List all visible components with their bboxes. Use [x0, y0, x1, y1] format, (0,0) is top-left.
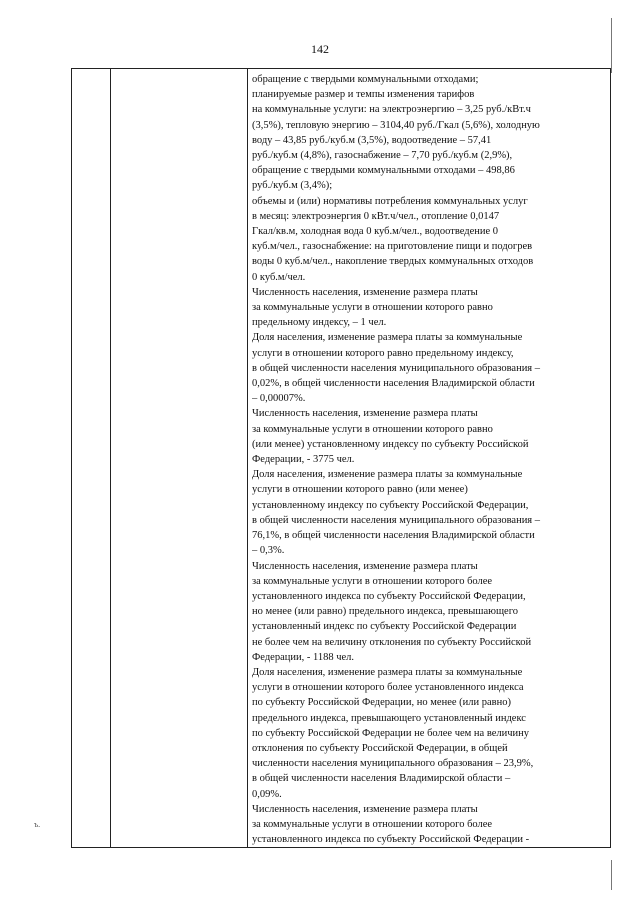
text-line: Доля населения, изменение размера платы за коммунальные — [252, 332, 523, 344]
text-line: Численность населения, изменение размера платы — [252, 286, 478, 298]
text-line: планируемые размер и темпы изменения тарифов — [252, 89, 475, 101]
text-line: установленного индекса по субъекту Российской Федерации, — [252, 590, 526, 602]
text-line: но менее (или равно) предельного индекса, превышающего — [252, 606, 518, 618]
text-line: предельного индекса, превышающего установленный индекс — [252, 712, 526, 724]
text-line: не более чем на величину отклонения по субъекту Российской — [252, 636, 532, 648]
text-line: воду – 43,85 руб./куб.м (3,5%), водоотведение – 57,41 — [252, 134, 492, 146]
text-line: 76,1%, в общей численности населения Владимирской области — [252, 530, 535, 542]
text-line: по субъекту Российской Федерации, но менее (или равно) — [252, 697, 511, 709]
text-line: Гкал/кв.м, холодная вода 0 куб.м/чел., водоотведение 0 — [252, 226, 499, 238]
text-line: в общей численности населения Владимирской области – — [252, 773, 511, 785]
text-line: руб./куб.м (4,8%), газоснабжение – 7,70 руб./куб.м (2,9%), — [252, 150, 513, 162]
item-name-cell — [111, 69, 248, 848]
scan-edge-mark-top — [611, 18, 612, 73]
document-table — [71, 68, 611, 848]
text-line: Численность населения, изменение размера платы — [252, 408, 478, 420]
text-line: (или менее) установленному индексу по субъекту Российской — [252, 438, 529, 450]
text-line: в общей численности населения муниципального образования – — [252, 514, 541, 526]
text-line: Доля населения, изменение размера платы за коммунальные — [252, 666, 523, 678]
text-line: за коммунальные услуги в отношении которого более — [252, 575, 493, 587]
scan-edge-mark-bottom — [611, 860, 612, 890]
text-line: обращение с твердыми коммунальными отходами – 498,86 — [252, 165, 515, 177]
text-line: (3,5%), тепловую энергию – 3104,40 руб./Гкал (5,6%), холодную — [252, 119, 540, 131]
text-line: куб.м/чел., газоснабжение: на приготовление пищи и подогрев — [252, 241, 533, 253]
scan-artifact-mark: ъ. — [34, 820, 41, 829]
text-line: обращение с твердыми коммунальными отходами; — [252, 74, 479, 85]
text-line: Федерации, - 1188 чел. — [252, 651, 355, 663]
text-line: установленного индекса по субъекту Российской Федерации - — [252, 834, 530, 846]
text-line: объемы и (или) нормативы потребления коммунальных услуг — [252, 195, 528, 207]
text-line: Численность населения, изменение размера платы — [252, 560, 478, 572]
text-line: 0,09%. — [252, 788, 282, 800]
row-number-cell — [72, 69, 111, 848]
text-line: – 0,3%. — [252, 545, 285, 557]
text-line: руб./куб.м (3,4%); — [252, 180, 333, 192]
text-line: Доля населения, изменение размера платы за коммунальные — [252, 469, 523, 481]
text-line: предельному индексу, – 1 чел. — [252, 317, 387, 329]
text-line: установленному индексу по субъекту Российской Федерации, — [252, 499, 529, 511]
text-line: по субъекту Российской Федерации не более чем на величину — [252, 727, 530, 739]
text-line: за коммунальные услуги в отношении которого равно — [252, 302, 493, 314]
text-line: численности населения муниципального образования – 23,9%, — [252, 758, 534, 770]
text-line: воды 0 куб.м/чел., накопление твердых коммунальных отходов — [252, 256, 534, 268]
text-line: в месяц: электроэнергия 0 кВт.ч/чел., отопление 0,0147 — [252, 210, 500, 222]
text-line: Федерации, - 3775 чел. — [252, 454, 355, 466]
description-cell — [248, 69, 611, 848]
text-line: в общей численности населения муниципального образования – — [252, 362, 541, 374]
text-line: за коммунальные услуги в отношении которого более — [252, 818, 493, 830]
page-number: 142 — [311, 42, 329, 56]
text-line: услуги в отношении которого более установленного индекса — [252, 682, 524, 694]
text-line: за коммунальные услуги в отношении которого равно — [252, 423, 493, 435]
text-line: – 0,00007%. — [252, 393, 306, 405]
text-line: отклонения по субъекту Российской Федерации, в общей — [252, 742, 508, 754]
text-line: установленный индекс по субъекту Российской Федерации — [252, 621, 517, 633]
text-line: 0 куб.м/чел. — [252, 271, 306, 283]
table-row — [72, 69, 611, 848]
text-line: 0,02%, в общей численности населения Владимирской области — [252, 378, 535, 390]
text-line: на коммунальные услуги: на электроэнергию – 3,25 руб./кВт.ч — [252, 104, 531, 116]
text-line: услуги в отношении которого равно предельному индексу, — [252, 347, 514, 359]
text-line: Численность населения, изменение размера платы — [252, 803, 478, 815]
text-line: услуги в отношении которого равно (или менее) — [252, 484, 468, 496]
